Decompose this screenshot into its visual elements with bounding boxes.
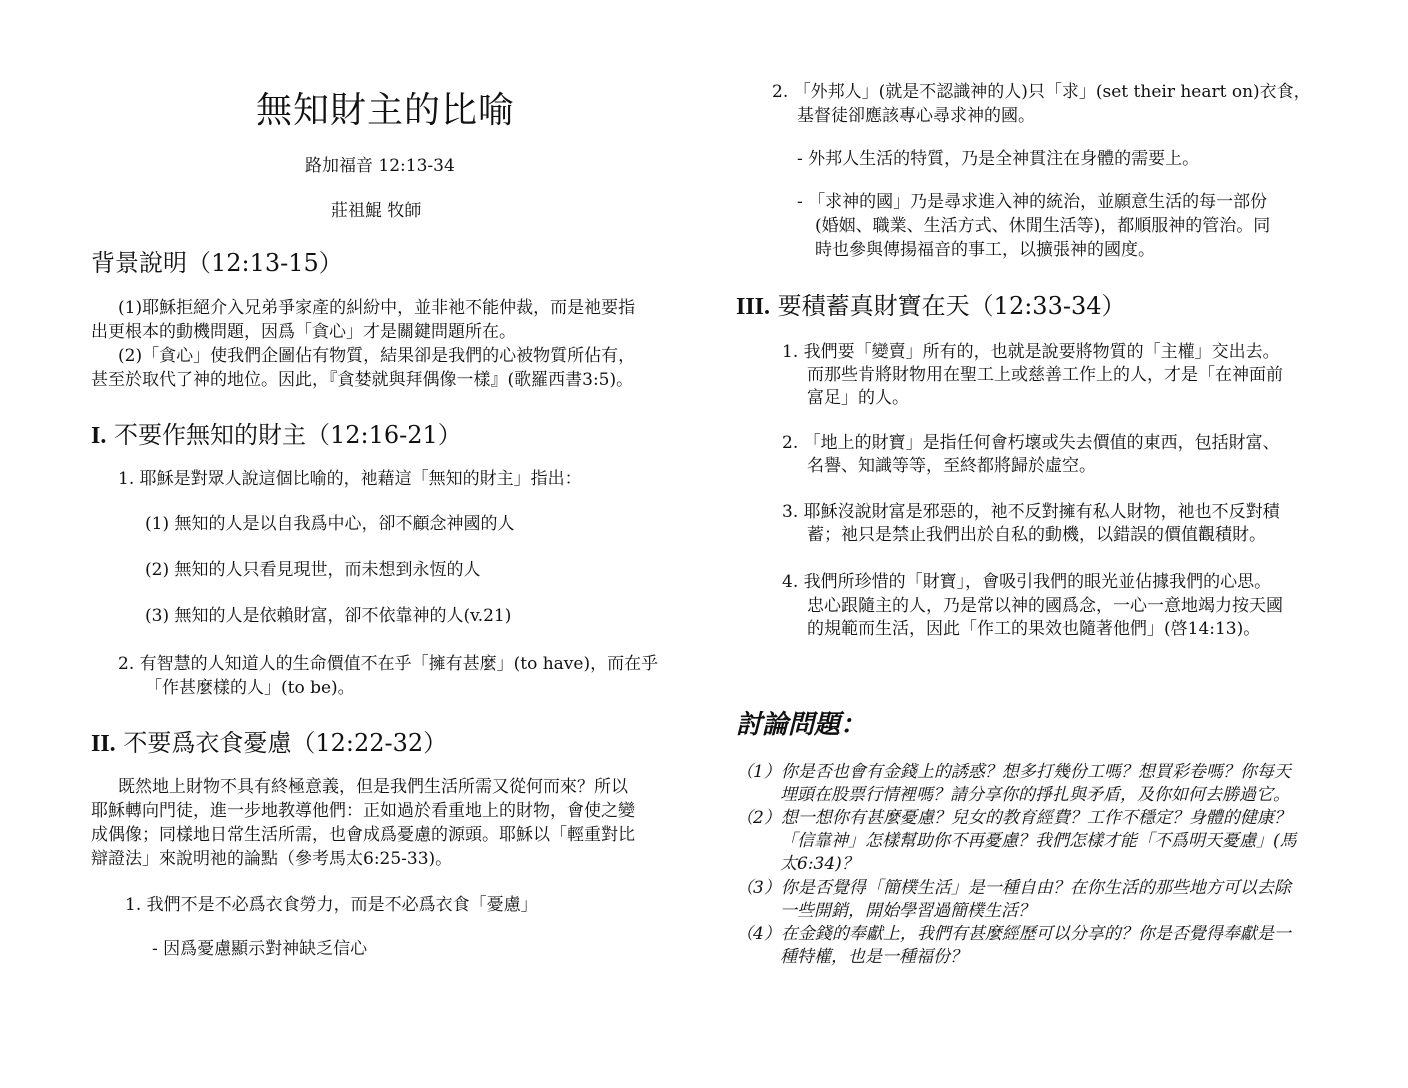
section2-bullet3-line2: (婚姻、職業、生活方式、休閒生活等)，都順服神的管治。同 [815,216,1271,236]
section2-para-line3: 成偶像；同樣地日常生活所需，也會成爲憂慮的源頭。耶穌以「輕重對比 [91,825,635,845]
section1-item1: 1. 耶穌是對眾人說這個比喻的，祂藉這「無知的財主」指出： [118,469,582,489]
discussion-q2-line3: 太6:34)？ [780,854,859,874]
background-para2-line2: 甚至於取代了神的地位。因此，『貪婪就與拜偶像一樣』(歌羅西書3:5)。 [91,370,634,390]
section2-para-line4: 辯證法」來說明祂的論點（參考馬太6:25-33)。 [91,849,453,869]
section1-numeral: I. [91,423,107,449]
section2-bullet3-line1: - 「求神的國」乃是尋求進入神的統治，並願意生活的每一部份 [797,192,1268,212]
section2-bullet1: - 因爲憂慮顯示對神缺乏信心 [152,939,368,959]
section3-title: 要積蓄真財寶在天（12:33-34） [777,292,1126,320]
scripture-reference: 路加福音 12:13-34 [305,156,455,176]
section2-title: 不要爲衣食憂慮（12:22-32） [123,729,448,757]
pastor-name: 莊祖鯤 牧師 [331,201,422,221]
section3-numeral: III. [736,294,771,320]
discussion-q3-line1: （3）你是否覺得「簡樸生活」是一種自由？在你生活的那些地方可以去除 [736,878,1291,898]
section3-heading [736,286,1125,321]
background-para1-line1: (1)耶穌拒絕介入兄弟爭家產的糾紛中，並非祂不能仲裁，而是祂要指 [118,298,636,318]
page-title: 無知財主的比喻 [256,90,516,131]
section2-item1: 1. 我們不是不必爲衣食勞力，而是不必爲衣食「憂慮」 [125,895,538,915]
section2-item2-line2: 基督徒卻應該專心尋求神的國。 [797,106,1035,126]
section2-para-line2: 耶穌轉向門徒，進一步地教導他們：正如過於看重地上的財物，會使之變 [91,801,635,821]
discussion-q4-line2: 種特權，也是一種福份？ [780,947,967,967]
section3-item4-line2: 忠心跟隨主的人，乃是常以神的國爲念，一心一意地竭力按天國 [807,596,1283,616]
section3-item1-line2: 而那些肯將財物用在聖工上或慈善工作上的人，才是「在神面前 [807,365,1283,385]
section2-bullet3-line3: 時也參與傳揚福音的事工，以擴張神的國度。 [815,240,1155,260]
section1-title: 不要作無知的財主（12:16-21） [113,421,462,449]
section2-item2-line1: 2. 「外邦人」(就是不認識神的人)只「求」(set their heart on)衣食， [772,82,1311,102]
background-para1-line2: 出更根本的動機問題，因爲「貪心」才是關鍵問題所在。 [91,322,516,342]
section3-item1-line3: 富足」的人。 [807,388,909,408]
background-para2-line1: (2)「貪心」使我們企圖佔有物質，結果卻是我們的心被物質所佔有， [118,346,636,366]
section3-item3-line2: 蓄；祂只是禁止我們出於自私的動機，以錯誤的價值觀積財。 [807,525,1266,545]
discussion-q3-line2: 一些開銷，開始學習過簡樸生活？ [780,901,1035,921]
section1-item2-line1: 2. 有智慧的人知道人的生命價值不在乎「擁有甚麼」(to have)，而在乎 [118,654,659,674]
section3-item3-line1: 3. 耶穌沒說財富是邪惡的，祂不反對擁有私人財物，祂也不反對積 [782,502,1280,522]
section1-sub3: (3) 無知的人是依賴財富，卻不依靠神的人(v.21) [145,606,512,626]
discussion-q2-line2: 「信靠神」怎樣幫助你不再憂慮？我們怎樣才能「不爲明天憂慮」(馬 [780,831,1297,851]
section2-para-line1: 既然地上財物不具有終極意義，但是我們生活所需又從何而來？所以 [118,777,628,797]
section3-item4-line1: 4. 我們所珍惜的「財寶」，會吸引我們的眼光並佔據我們的心思。 [782,572,1272,592]
section3-item4-line3: 的規範而生活，因此「作工的果效也隨著他們」(啓14:13)。 [807,619,1261,639]
section2-bullet2: - 外邦人生活的特質，乃是全神貫注在身體的需要上。 [797,149,1200,169]
discussion-q4-line1: （4）在金錢的奉獻上，我們有甚麼經歷可以分享的？你是否覺得奉獻是一 [736,924,1291,944]
section3-item2-line2: 名譽、知識等等，至終都將歸於虛空。 [807,456,1096,476]
background-heading: 背景說明（12:13-15） [91,249,343,277]
discussion-heading: 討論問題： [736,710,867,740]
section1-item2-line2: 「作甚麼樣的人」(to be)。 [145,678,355,698]
discussion-q1-line1: （1）你是否也會有金錢上的誘惑？想多打幾份工嗎？想買彩卷嗎？你每天 [736,762,1291,782]
section3-item1-line1: 1. 我們要「變賣」所有的，也就是說要將物質的「主權」交出去。 [782,342,1280,362]
discussion-q2-line1: （2）想一想你有甚麼憂慮？兒女的教育經費？工作不穩定？身體的健康？ [736,808,1291,828]
section2-heading [91,723,447,758]
section3-item2-line1: 2. 「地上的財寶」是指任何會朽壞或失去價值的東西，包括財富、 [782,433,1280,453]
section1-heading [91,415,462,450]
section1-sub1: (1) 無知的人是以自我爲中心，卻不顧念神國的人 [145,514,515,534]
section2-numeral: II. [91,731,116,757]
section1-sub2: (2) 無知的人只看見現世，而未想到永恆的人 [145,560,481,580]
discussion-q1-line2: 埋頭在股票行情裡嗎？請分享你的掙扎與矛盾，及你如何去勝過它。 [780,785,1290,805]
